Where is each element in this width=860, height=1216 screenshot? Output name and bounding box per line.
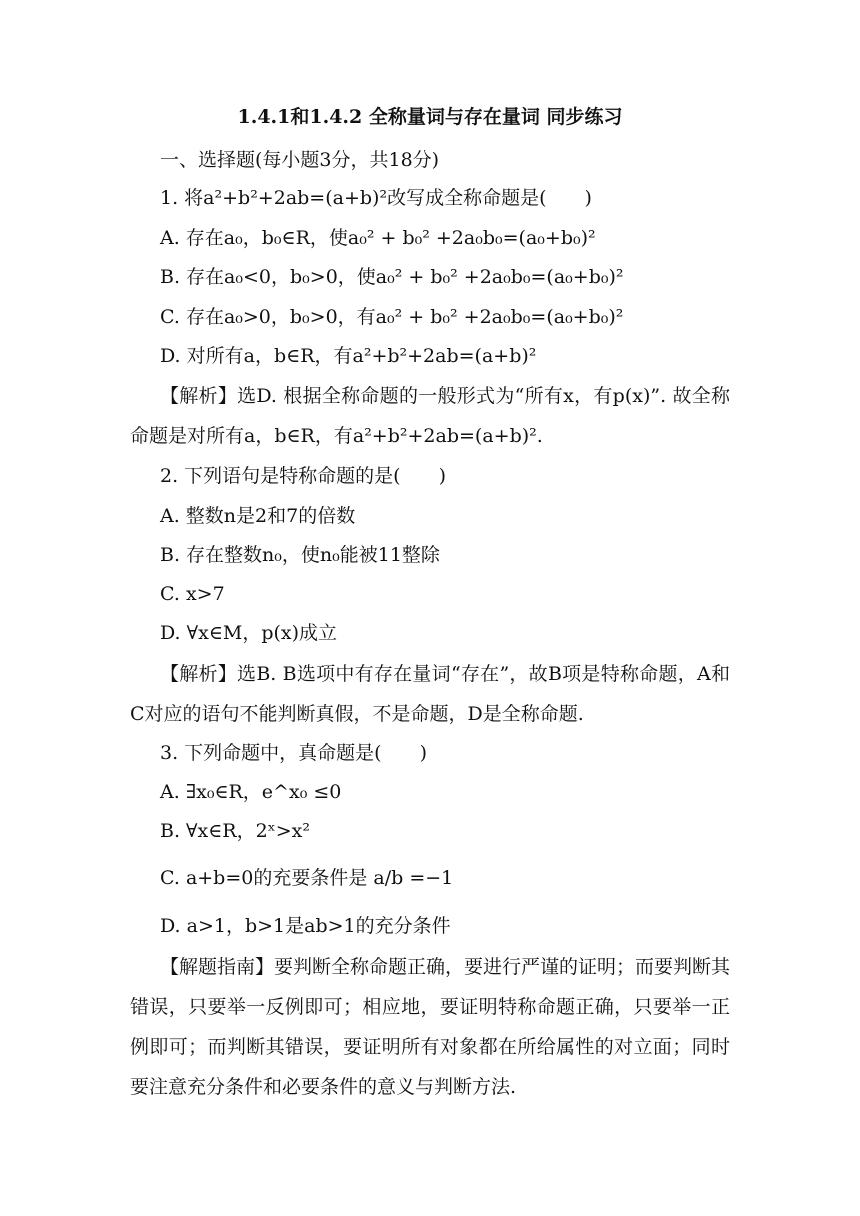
q3-stem: 3. 下列命题中，真命题是( ): [160, 742, 427, 764]
q1-option-d: D. 对所有a，b∈R，有a²+b²+2ab=(a+b)²: [160, 345, 537, 367]
q1-analysis: 【解析】选D. 根据全称命题的一般形式为“所有x，有p(x)”. 故全称命题是对所有a，b∈R，有a²+b²+2ab=(a+b)².: [130, 385, 730, 447]
q2-option-d: D. ∀x∈M，p(x)成立: [160, 622, 338, 644]
q3-guide: 【解题指南】要判断全称命题正确，要进行严谨的证明；而要判断其错误，只要举一反例即可；相应地，要证明特称命题正确，只要举一正例即可；而判断其错误，要证明所有对象都在所给属性的对立面；同时要注意充分条件和必要条件的意义与判断方法.: [130, 956, 731, 1098]
q3-option-c: C. a+b=0的充要条件是 a/b =−1: [160, 867, 454, 889]
q3-option-a: A. ∃x₀∈R，e^x₀ ≤0: [160, 781, 342, 803]
q3-option-b: B. ∀x∈R，2ˣ>x²: [160, 820, 310, 842]
section-heading: 一、选择题(每小题3分，共18分): [160, 149, 440, 171]
q1-option-b: B. 存在a₀<0，b₀>0，使a₀² + b₀² +2a₀b₀=(a₀+b₀)²: [160, 266, 624, 288]
q2-option-b: B. 存在整数n₀，使n₀能被11整除: [160, 544, 440, 566]
q1-stem: 1. 将a²+b²+2ab=(a+b)²改写成全称命题是( ): [160, 187, 592, 209]
q1-option-a: A. 存在a₀，b₀∈R，使a₀² + b₀² +2a₀b₀=(a₀+b₀)²: [160, 227, 596, 249]
q3-option-d: D. a>1，b>1是ab>1的充分条件: [160, 915, 451, 937]
q2-analysis: 【解析】选B. B选项中有存在量词“存在”，故B项是特称命题，A和C对应的语句不能判断真假，不是命题，D是全称命题.: [130, 663, 730, 725]
q2-option-a: A. 整数n是2和7的倍数: [160, 505, 356, 527]
page-title: 1.4.1和1.4.2 全称量词与存在量词 同步练习: [237, 106, 623, 128]
q2-stem: 2. 下列语句是特称命题的是( ): [160, 465, 446, 487]
q1-option-c: C. 存在a₀>0，b₀>0，有a₀² + b₀² +2a₀b₀=(a₀+b₀)²: [160, 306, 624, 328]
q2-option-c: C. x>7: [160, 583, 225, 605]
